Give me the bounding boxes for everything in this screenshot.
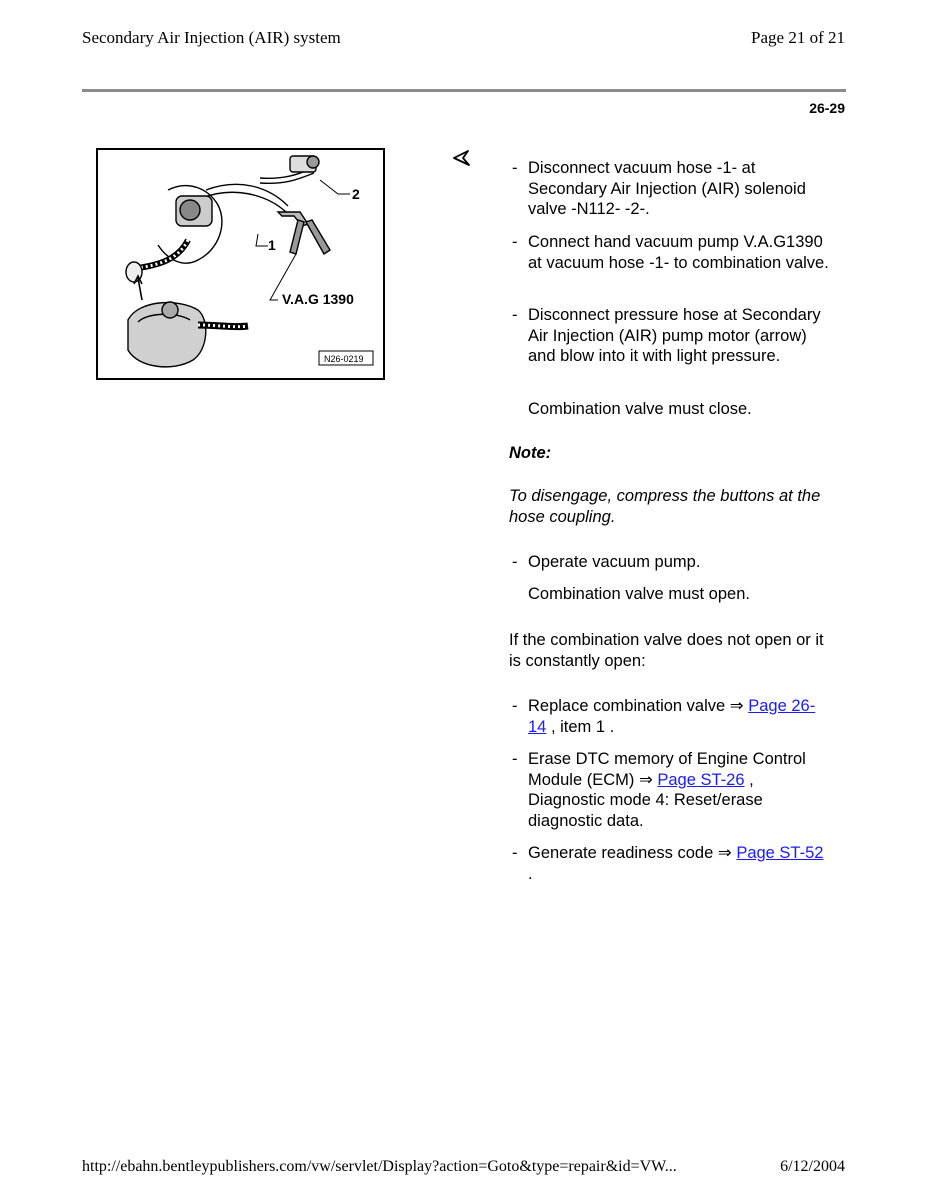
step-text: Replace combination valve — [528, 697, 726, 715]
header-rule — [82, 89, 846, 92]
page-number: Page 21 of 21 — [751, 28, 845, 47]
figure-ref: N26-0219 — [324, 354, 364, 364]
link-page-st-26[interactable]: Page ST-26 — [657, 770, 745, 789]
link-page-26-14[interactable]: Page 26-14 — [528, 697, 816, 736]
step-text: Generate readiness code — [528, 844, 714, 862]
step-replace-valve: - Replace combination valve ⇒ Page 26-14 , item 1 . — [512, 697, 816, 736]
step-text: Connect hand vacuum pump V.A.G1390 at vacuum hose -1- to combination valve. — [528, 233, 829, 272]
step-text: Operate vacuum pump. — [528, 553, 701, 571]
step-erase-dtc: - Erase DTC memory of Engine Control Module (ECM) ⇒ Page ST-26 , Diagnostic mode 4: Reset/erase diagnostic data. — [512, 750, 806, 830]
step-connect-hand-pump: - Connect hand vacuum pump V.A.G1390 at vacuum hose -1- to combination valve. — [512, 233, 829, 272]
figure-label-2: 2 — [352, 186, 360, 202]
note-heading: Note: — [509, 444, 552, 462]
footer-date: 6/12/2004 — [780, 1158, 845, 1175]
step-disconnect-vacuum-hose: - Disconnect vacuum hose -1- at Secondary Air Injection (AIR) solenoid valve -N112- -2-. — [509, 158, 829, 220]
step-text: Erase DTC memory of Engine Control Module (ECM) — [528, 750, 806, 789]
figure-illustration — [98, 150, 383, 378]
step-text: Disconnect vacuum hose -1- at Secondary Air Injection (AIR) solenoid valve -N112- -2-. — [528, 159, 806, 218]
arrow-right-icon: ⇒ — [729, 697, 744, 715]
arrow-pointer-icon — [453, 149, 471, 167]
note-text: To disengage, compress the buttons at the hose coupling. — [509, 487, 821, 526]
step-text-suffix: , item 1 . — [550, 717, 615, 736]
condition-text: If the combination valve does not open or it is constantly open: — [509, 631, 824, 670]
vacuum-pump-figure — [96, 148, 385, 380]
footer-url: http://ebahn.bentleypublishers.com/vw/servlet/Display?action=Goto&type=repair&id=VW... — [82, 1158, 677, 1175]
link-page-st-52[interactable]: Page ST-52 — [736, 844, 824, 862]
step-generate-readiness: - Generate readiness code ⇒ Page ST-52 . — [512, 844, 824, 883]
result-close: Combination valve must close. — [528, 400, 752, 418]
arrow-right-icon: ⇒ — [717, 844, 732, 862]
document-title: Secondary Air Injection (AIR) system — [82, 28, 341, 47]
step-text-suffix: . — [528, 864, 533, 883]
step-text: Disconnect pressure hose at Secondary Air Injection (AIR) pump motor (arrow) and blow into it with light pressure. — [528, 306, 821, 365]
result-open: Combination valve must open. — [528, 585, 750, 603]
step-operate-pump: - Operate vacuum pump. — [509, 552, 829, 573]
figure-tool-label: V.A.G 1390 — [282, 291, 354, 307]
step-text-suffix: , Diagnostic mode 4: Reset/erase diagnostic data. — [528, 770, 763, 830]
step-disconnect-pressure-hose: - Disconnect pressure hose at Secondary Air Injection (AIR) pump motor (arrow) and blow into it with light pressure. — [509, 305, 829, 367]
figure-label-1: 1 — [268, 237, 276, 253]
arrow-right-icon: ⇒ — [638, 770, 653, 789]
section-code: 26-29 — [809, 100, 845, 116]
